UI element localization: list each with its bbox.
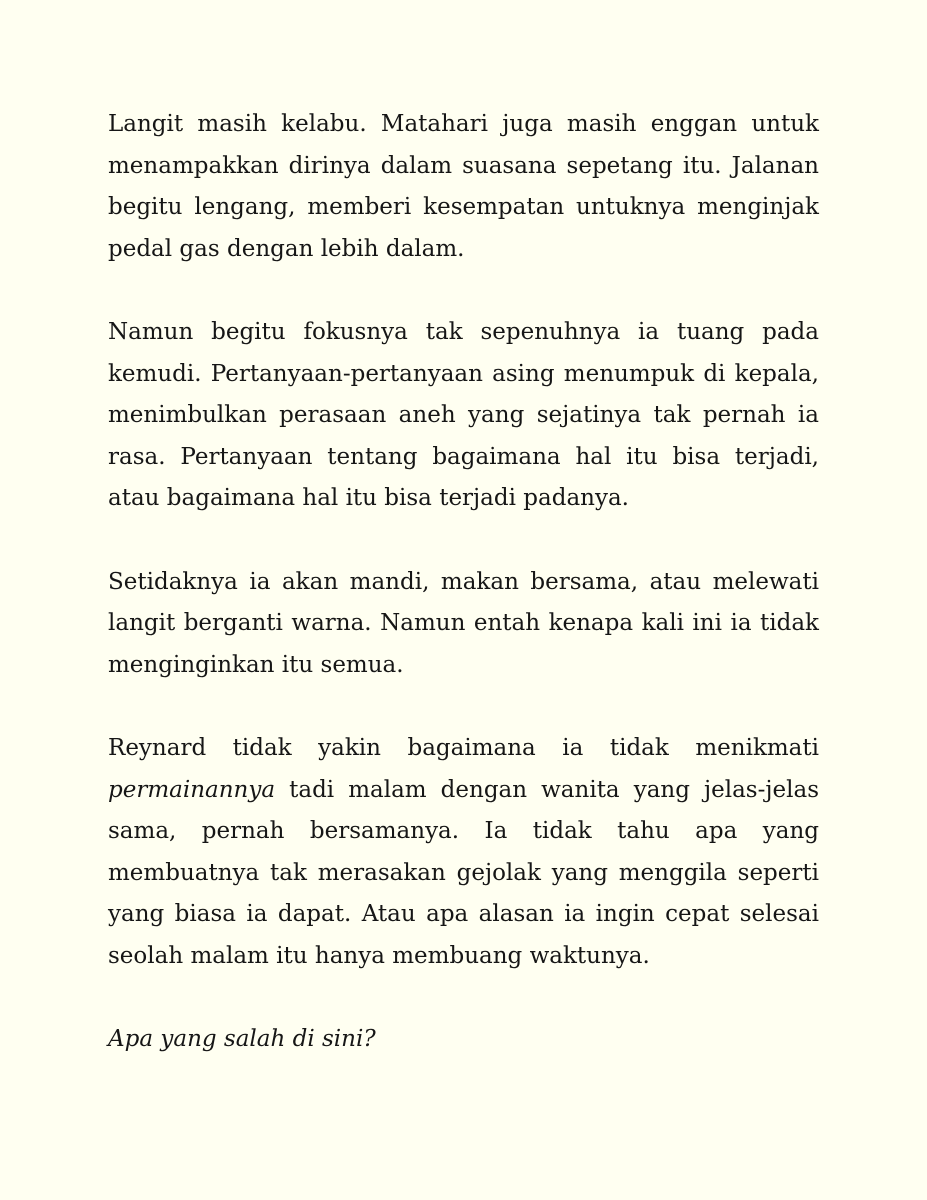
paragraph-3: Setidaknya ia akan mandi, makan bersama, atau melewati langit berganti warna. Namun entah kenapa kali ini ia tidak menginginkan itu semua.	[108, 568, 819, 678]
paragraph-4-text-after: tadi malam dengan wanita yang jelas-jelas sama, pernah bersamanya. Ia tidak tahu apa yang membuatnya tak merasakan gejolak yang menggila seperti yang biasa ia dapat. Atau apa alasan ia ingin cepat selesai seolah malam itu hanya membuang waktunya.	[108, 776, 819, 969]
closing-question: Apa yang salah di sini?	[108, 1026, 376, 1052]
document-body	[108, 104, 819, 1061]
paragraph-4-text-before: Reynard tidak yakin bagaimana ia tidak menikmati	[108, 735, 819, 761]
paragraph-4	[108, 728, 819, 977]
paragraph-4-emphasis: permainannya	[108, 776, 276, 803]
paragraph-1: Langit masih kelabu. Matahari juga masih enggan untuk menampakkan dirinya dalam suasana sepetang itu. Jalanan begitu lengang, memberi kesempatan untuknya menginjak pedal gas dengan lebih dalam.	[108, 111, 819, 262]
paragraph-2: Namun begitu fokusnya tak sepenuhnya ia tuang pada kemudi. Pertanyaan-pertanyaan asing menumpuk di kepala, menimbulkan perasaan aneh yang sejatinya tak pernah ia rasa. Pertanyaan tentang bagaimana hal itu bisa terjadi, atau bagaimana hal itu bisa terjadi padanya.	[108, 319, 819, 511]
